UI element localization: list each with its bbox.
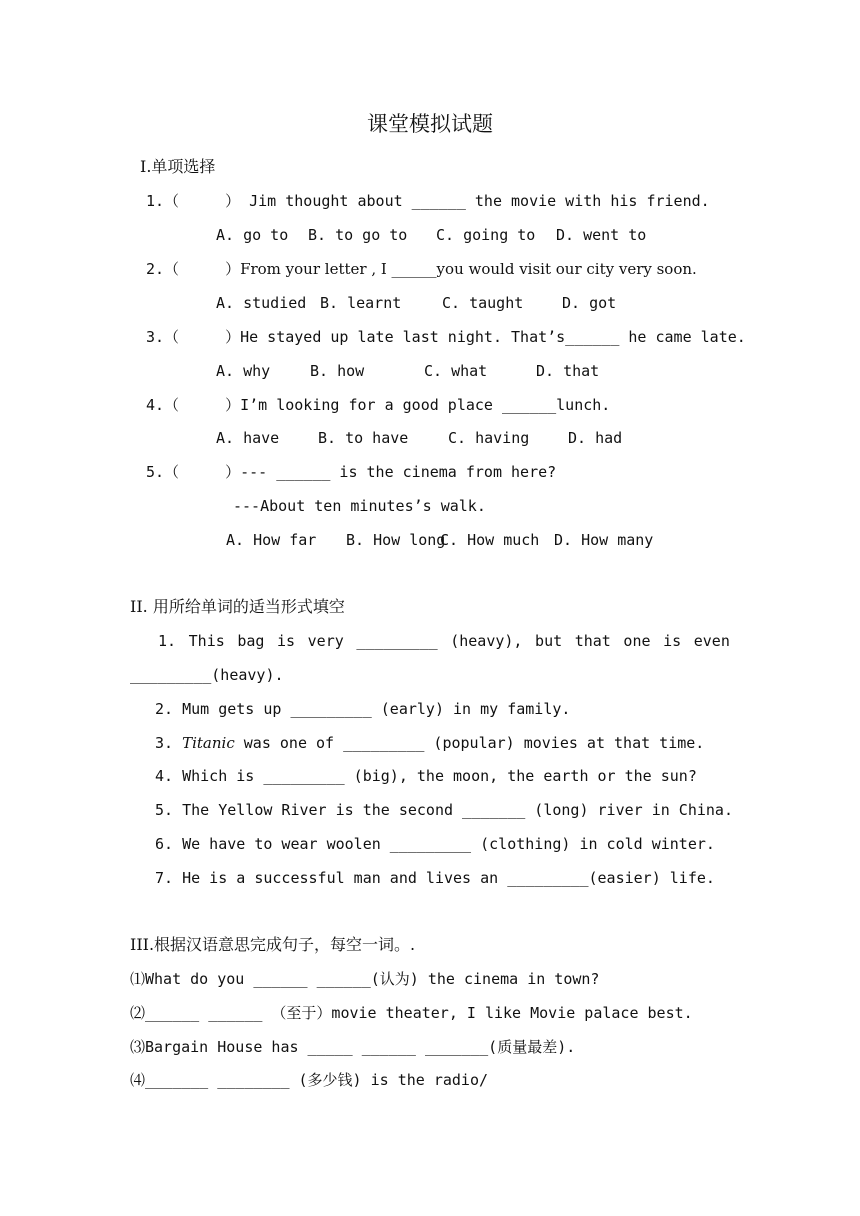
question-text: --- ______ is the cinema from here? [240,463,557,481]
question-number: 5.（ [146,463,180,481]
option-row [216,225,646,245]
question-line [130,631,730,651]
question-word: very [307,632,344,650]
question-line: 2. Mum gets up _________ (early) in my family. [155,700,571,718]
question-stem [146,395,610,415]
option-a: A. studied [216,294,307,312]
option-b: B. to go to [308,226,408,244]
option-b: B. How long [346,531,446,549]
option-c: C. taught [442,294,524,312]
option-b: B. to have [318,429,409,447]
question-line: 5. The Yellow River is the second _______ (long) river in China. [155,801,733,819]
question-word: but [535,632,563,650]
question-line: ⑴What do you ______ ______(认为) the cinema in town? [130,970,600,988]
question-word: This [188,632,225,650]
option-c: C. going to [436,226,536,244]
question-text: I’m looking for a good place ______lunch. [240,396,611,414]
question-stem [146,259,697,279]
option-row [226,530,653,550]
question-text: was one of _________ (popular) movies at that time. [234,734,705,752]
question-stem [146,191,710,211]
page-title: 课堂模拟试题 [367,112,493,136]
answer-bracket: ） [225,328,241,346]
question-number: 2.（ [146,260,180,278]
option-a: A. have [216,429,280,447]
question-line: ⑶Bargain House has _____ ______ _______(质量最差). [130,1038,576,1056]
option-row [216,428,622,448]
question-word: is [277,632,296,650]
option-d: D. that [536,362,600,380]
question-line [155,733,704,753]
question-text: He stayed up late last night. That’s______ he came late. [240,328,746,346]
option-a: A. why [216,362,271,380]
option-d: D. went to [556,226,647,244]
option-row [216,293,616,313]
question-line: _________(heavy). [130,666,284,684]
option-c: C. How much [440,531,540,549]
option-a: A. go to [216,226,289,244]
question-line: 7. He is a successful man and lives an _________(easier) life. [155,869,715,887]
question-word: even [693,632,730,650]
option-d: D. How many [554,531,654,549]
question-word: (heavy), [450,632,523,650]
movie-title: Titanic [182,734,235,752]
answer-bracket: ） [225,463,241,481]
question-text: From your letter , I ______you would visit our city very soon. [240,260,697,278]
question-word: bag [237,632,265,650]
section-heading: II. 用所给单词的适当形式填空 [130,597,345,616]
option-b: B. learnt [320,294,402,312]
option-d: D. had [568,429,623,447]
dialogue-reply: ---About ten minutes’s walk. [233,497,486,515]
question-line: ⑷_______ ________ (多少钱) is the radio/ [130,1071,489,1089]
answer-bracket: ） [225,260,241,278]
option-b: B. how [310,362,365,380]
section-heading: III.根据汉语意思完成句子，每空一词。. [130,935,416,954]
question-number: 4.（ [146,396,180,414]
question-word: that [574,632,611,650]
question-word: 1. [158,632,177,650]
question-stem [146,327,746,347]
question-number: 3. [155,734,183,752]
question-line: 6. We have to wear woolen _________ (clothing) in cold winter. [155,835,715,853]
question-text: Jim thought about ______ the movie with his friend. [249,192,710,210]
option-row [216,361,599,381]
question-stem [146,462,556,482]
question-number: 1.（ [146,192,180,210]
option-c: C. having [448,429,530,447]
question-word: is [663,632,682,650]
answer-bracket: ） [225,192,241,210]
question-word: one [623,632,651,650]
question-line: 4. Which is _________ (big), the moon, the earth or the sun? [155,767,697,785]
question-line: ⑵______ ______ （至于）movie theater, I like Movie palace best. [130,1004,693,1022]
question-number: 3.（ [146,328,180,346]
option-a: A. How far [226,531,317,549]
option-c: C. what [424,362,488,380]
section-heading: I.单项选择 [140,157,216,176]
question-word: _________ [356,632,438,650]
option-d: D. got [562,294,617,312]
answer-bracket: ） [225,396,241,414]
